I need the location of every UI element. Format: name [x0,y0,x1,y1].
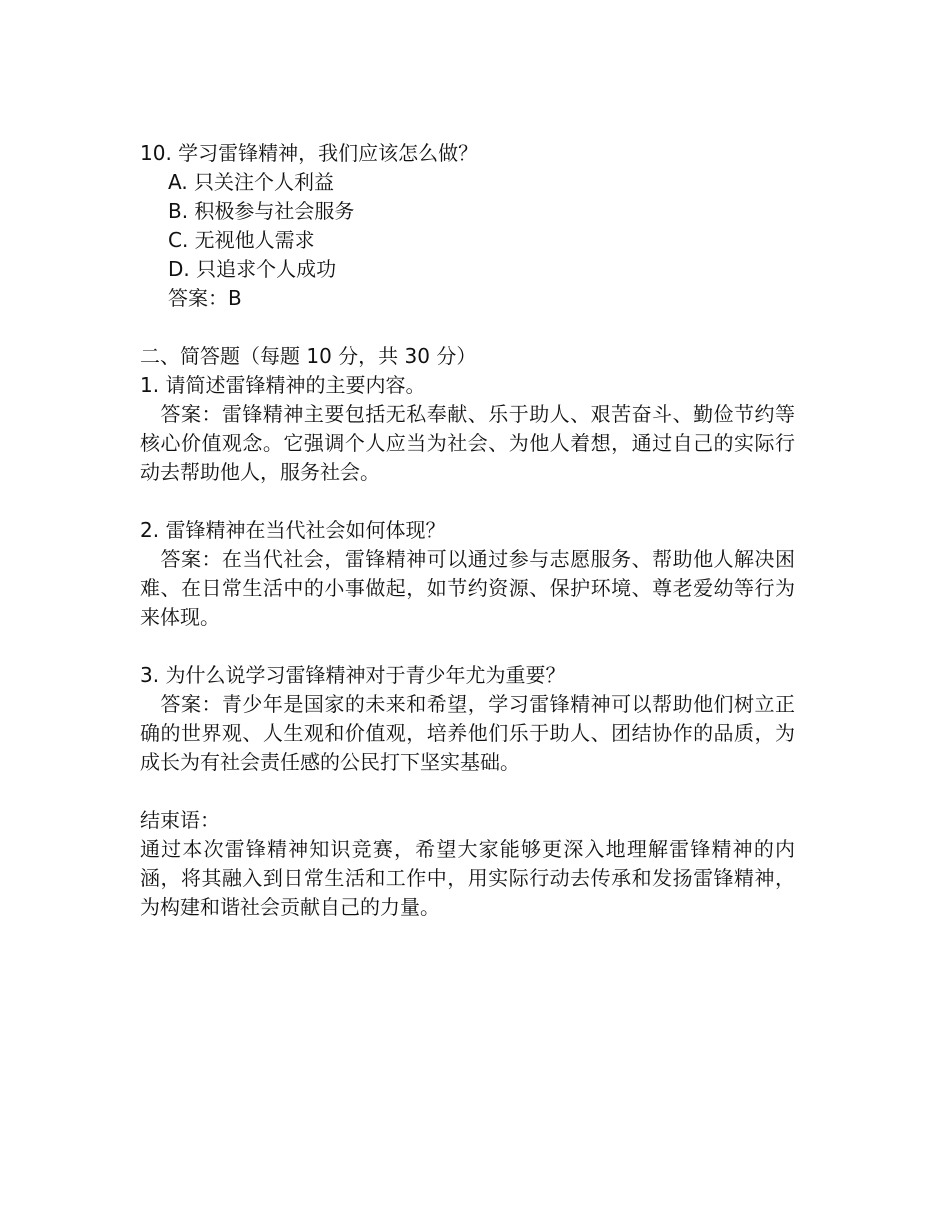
closing-text: 通过本次雷锋精神知识竞赛，希望大家能够更深入地理解雷锋精神的内涵，将其融入到日常生活和工作中，用实际行动去传承和发扬雷锋精神，为构建和谐社会贡献自己的力量。 [140,837,795,919]
short-question-1: 1. 请简述雷锋精神的主要内容。 [140,373,426,397]
short-answer-2 [140,545,795,632]
mcq-question: 10. 学习雷锋精神，我们应该怎么做？ [140,141,479,165]
document-page [140,139,795,922]
spacer [140,777,795,806]
short-answer-1-text: 答案：雷锋精神主要包括无私奉献、乐于助人、艰苦奋斗、勤俭节约等核心价值观念。它强调个人应当为社会、为他人着想，通过自己的实际行动去帮助他人，服务社会。 [140,402,795,484]
closing-label: 结束语： [140,808,220,832]
short-question-2: 2. 雷锋精神在当代社会如何体现？ [140,518,446,542]
mcq-option-b: B. 积极参与社会服务 [168,199,355,223]
mcq-option-c: C. 无视他人需求 [168,228,315,252]
short-answer-1 [140,400,795,487]
spacer [140,313,795,342]
mcq-answer: 答案：B [168,286,242,310]
short-question-3: 3. 为什么说学习雷锋精神对于青少年尤为重要？ [140,663,566,687]
short-answer-3 [140,690,795,777]
mcq-option-d: D. 只追求个人成功 [168,257,337,281]
short-answer-2-text: 答案：在当代社会，雷锋精神可以通过参与志愿服务、帮助他人解决困难、在日常生活中的小事做起，如节约资源、保护环境、尊老爱幼等行为来体现。 [140,547,795,629]
section-heading: 二、简答题（每题 10 分，共 30 分） [140,344,477,368]
spacer [140,632,795,661]
short-answer-3-text: 答案：青少年是国家的未来和希望，学习雷锋精神可以帮助他们树立正确的世界观、人生观和价值观，培养他们乐于助人、团结协作的品质，为成长为有社会责任感的公民打下坚实基础。 [140,692,795,774]
spacer [140,487,795,516]
mcq-option-a: A. 只关注个人利益 [168,170,335,194]
